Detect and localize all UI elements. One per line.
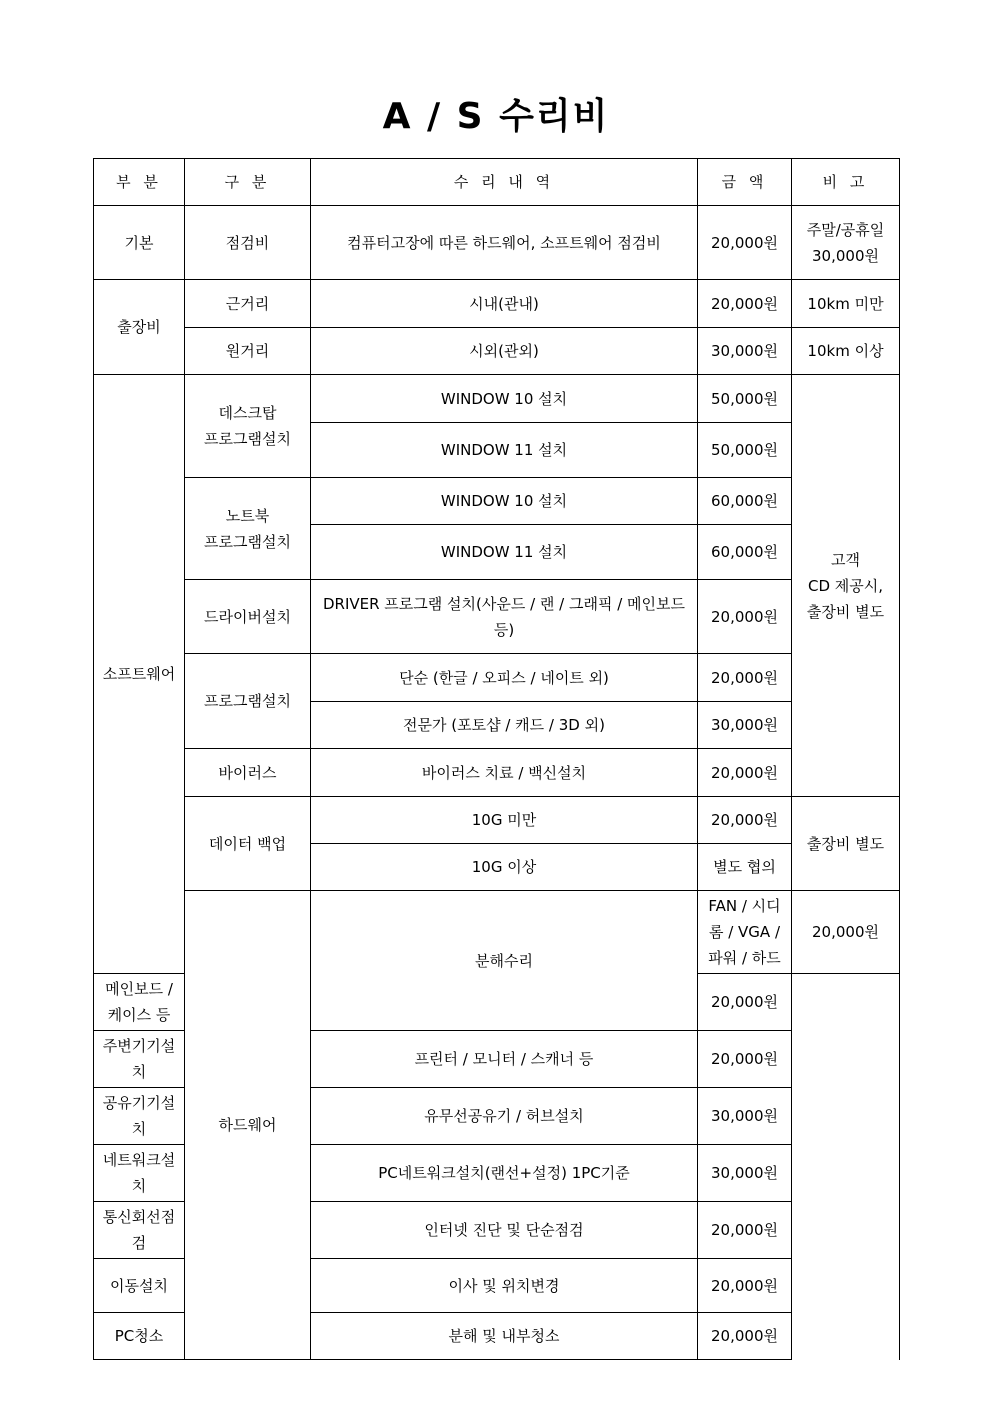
desc-disassembly-1: FAN / 시디롬 / VGA / 파워 / 하드 bbox=[698, 891, 792, 974]
price-far: 30,000원 bbox=[698, 328, 792, 375]
price-desktop-w11: 50,000원 bbox=[698, 423, 792, 478]
price-peripheral: 20,000원 bbox=[698, 1031, 792, 1088]
desc-virus: 바이러스 치료 / 백신설치 bbox=[311, 749, 698, 797]
category-inspect: 점검비 bbox=[185, 206, 311, 280]
group-basic: 기본 bbox=[94, 206, 185, 280]
header-dept: 부 분 bbox=[94, 159, 185, 206]
header-row bbox=[94, 159, 900, 206]
desc-line: 인터넷 진단 및 단순점검 bbox=[311, 1202, 698, 1259]
note-line: 30,000원 bbox=[812, 246, 879, 265]
page-title: A / S 수리비 bbox=[382, 96, 610, 137]
category-program: 프로그램설치 bbox=[185, 654, 311, 749]
group-software: 소프트웨어 bbox=[94, 375, 185, 974]
header-price: 금 액 bbox=[698, 159, 792, 206]
table-row bbox=[94, 478, 900, 525]
category-driver: 드라이버설치 bbox=[185, 580, 311, 654]
category-clean: PC청소 bbox=[94, 1313, 185, 1360]
desc-inspect: 컴퓨터고장에 따른 하드웨어, 소프트웨어 점검비 bbox=[311, 206, 698, 280]
note-over10: 10km 이상 bbox=[792, 328, 900, 375]
group-trip: 출장비 bbox=[94, 280, 185, 375]
table-row bbox=[94, 280, 900, 328]
category-far: 원거리 bbox=[185, 328, 311, 375]
price-desktop-w10: 50,000원 bbox=[698, 375, 792, 423]
price-backup-under: 20,000원 bbox=[698, 797, 792, 844]
price-network: 30,000원 bbox=[698, 1145, 792, 1202]
desc-notebook-w11: WINDOW 11 설치 bbox=[311, 525, 698, 580]
category-notebook bbox=[185, 478, 311, 580]
category-line: 통신회선점검 bbox=[94, 1202, 185, 1259]
desc-network: PC네트워크설치(랜선+설정) 1PC기준 bbox=[311, 1145, 698, 1202]
repair-fee-table bbox=[93, 158, 900, 1360]
note-line: 주말/공휴일 bbox=[806, 220, 885, 239]
category-router: 공유기기설치 bbox=[94, 1088, 185, 1145]
desc-backup-over: 10G 이상 bbox=[311, 844, 698, 891]
table-row bbox=[94, 375, 900, 423]
price-move: 20,000원 bbox=[698, 1259, 792, 1313]
note-line: 고객 bbox=[831, 550, 860, 569]
desc-move: 이사 및 위치변경 bbox=[311, 1259, 698, 1313]
category-line: 프로그램설치 bbox=[204, 430, 291, 448]
category-disassembly: 분해수리 bbox=[311, 891, 698, 1031]
category-near: 근거리 bbox=[185, 280, 311, 328]
desc-disassembly-2: 메인보드 / 케이스 등 bbox=[94, 974, 185, 1031]
price-notebook-w10: 60,000원 bbox=[698, 478, 792, 525]
note-line: CD 제공시, bbox=[807, 576, 884, 595]
category-peripheral: 주변기기설치 bbox=[94, 1031, 185, 1088]
header-description: 수 리 내 역 bbox=[311, 159, 698, 206]
desc-backup-under: 10G 미만 bbox=[311, 797, 698, 844]
desc-notebook-w10: WINDOW 10 설치 bbox=[311, 478, 698, 525]
category-virus: 바이러스 bbox=[185, 749, 311, 797]
category-network: 네트워크설치 bbox=[94, 1145, 185, 1202]
desc-clean: 분해 및 내부청소 bbox=[311, 1313, 698, 1360]
price-virus: 20,000원 bbox=[698, 749, 792, 797]
price-router: 30,000원 bbox=[698, 1088, 792, 1145]
desc-near: 시내(관내) bbox=[311, 280, 698, 328]
price-clean: 20,000원 bbox=[698, 1313, 792, 1360]
desc-driver: DRIVER 프로그램 설치(사운드 / 랜 / 그래픽 / 메인보드 등) bbox=[311, 580, 698, 654]
note-trip-extra: 출장비 별도 bbox=[792, 797, 900, 891]
header-note: 비 고 bbox=[792, 159, 900, 206]
price-near: 20,000원 bbox=[698, 280, 792, 328]
table-row bbox=[94, 328, 900, 375]
price-line: 20,000원 bbox=[698, 1202, 792, 1259]
price-program-simple: 20,000원 bbox=[698, 654, 792, 702]
group-hardware: 하드웨어 bbox=[185, 891, 311, 1360]
note-weekend bbox=[792, 206, 900, 280]
price-program-expert: 30,000원 bbox=[698, 702, 792, 749]
desc-far: 시외(관외) bbox=[311, 328, 698, 375]
table-row bbox=[94, 206, 900, 280]
desc-desktop-w10: WINDOW 10 설치 bbox=[311, 375, 698, 423]
table-row bbox=[94, 891, 900, 974]
header-category: 구 분 bbox=[185, 159, 311, 206]
desc-desktop-w11: WINDOW 11 설치 bbox=[311, 423, 698, 478]
desc-program-simple: 단순 (한글 / 오피스 / 네이트 외) bbox=[311, 654, 698, 702]
price-inspect: 20,000원 bbox=[698, 206, 792, 280]
table-row bbox=[94, 749, 900, 797]
price-backup-over: 별도 협의 bbox=[698, 844, 792, 891]
price-disassembly-2: 20,000원 bbox=[698, 974, 792, 1031]
desc-router: 유무선공유기 / 허브설치 bbox=[311, 1088, 698, 1145]
table-row bbox=[94, 797, 900, 844]
category-line: 데스크탑 bbox=[218, 404, 277, 422]
category-desktop bbox=[185, 375, 311, 478]
table-row bbox=[94, 580, 900, 654]
price-driver: 20,000원 bbox=[698, 580, 792, 654]
desc-peripheral: 프린터 / 모니터 / 스캐너 등 bbox=[311, 1031, 698, 1088]
note-under10: 10km 미만 bbox=[792, 280, 900, 328]
desc-program-expert: 전문가 (포토샵 / 캐드 / 3D 외) bbox=[311, 702, 698, 749]
note-cd bbox=[792, 375, 900, 797]
category-backup: 데이터 백업 bbox=[185, 797, 311, 891]
price-disassembly-1: 20,000원 bbox=[792, 891, 900, 974]
table-row bbox=[94, 654, 900, 702]
price-notebook-w11: 60,000원 bbox=[698, 525, 792, 580]
category-line: 노트북 bbox=[225, 506, 270, 525]
category-line: 프로그램설치 bbox=[204, 532, 291, 551]
category-move: 이동설치 bbox=[94, 1259, 185, 1313]
note-line: 출장비 별도 bbox=[806, 602, 885, 621]
